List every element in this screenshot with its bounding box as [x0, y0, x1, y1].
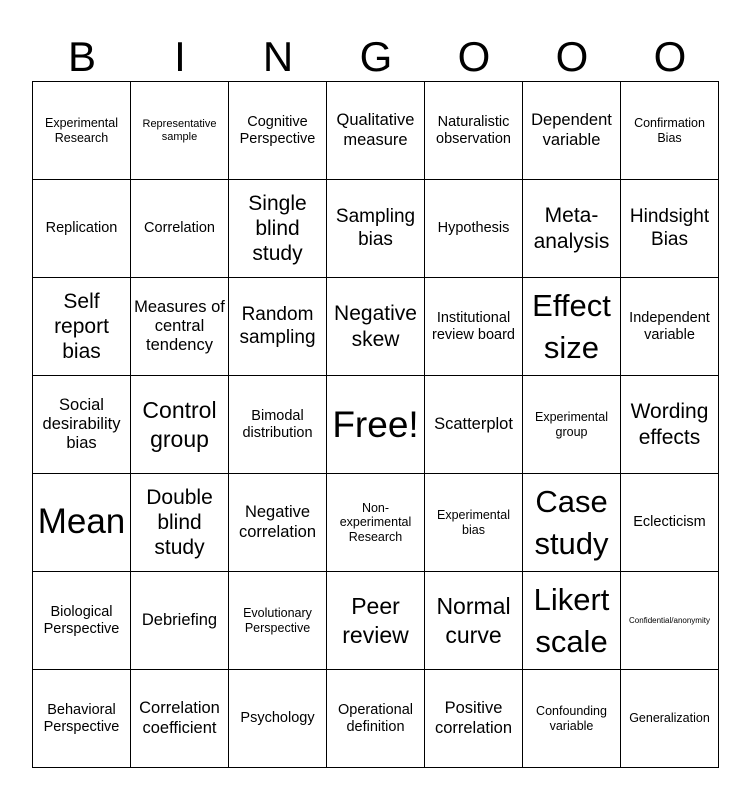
- header-letter: N: [262, 33, 294, 80]
- bingo-cell[interactable]: [523, 180, 621, 278]
- bingo-cell[interactable]: [621, 180, 719, 278]
- header-letter: G: [359, 33, 393, 80]
- cell-label: Bimodal distribution: [242, 407, 313, 441]
- cell-label: Behavioral Perspective: [43, 701, 120, 735]
- bingo-board: [32, 81, 719, 768]
- cell-label: Normal curve: [436, 592, 511, 648]
- cell-label: Psychology: [240, 710, 315, 727]
- bingo-cell[interactable]: [621, 278, 719, 376]
- bingo-cell[interactable]: [131, 474, 229, 572]
- bingo-cell[interactable]: [229, 278, 327, 376]
- bingo-cell[interactable]: [33, 278, 131, 376]
- bingo-cell[interactable]: [621, 474, 719, 572]
- cell-label: Correlation: [144, 220, 215, 237]
- bingo-cell[interactable]: [621, 376, 719, 474]
- bingo-cell[interactable]: [33, 670, 131, 768]
- cell-label: Operational definition: [338, 701, 413, 735]
- bingo-cell[interactable]: [425, 474, 523, 572]
- bingo-cell[interactable]: [229, 474, 327, 572]
- free-space-cell[interactable]: [327, 376, 425, 474]
- bingo-cell[interactable]: [523, 572, 621, 670]
- cell-label: Wording effects: [630, 400, 709, 449]
- cell-label: Replication: [45, 220, 118, 237]
- bingo-cell[interactable]: [523, 376, 621, 474]
- cell-label: Negative skew: [334, 302, 417, 351]
- cell-label: Independent variable: [629, 309, 710, 343]
- bingo-cell[interactable]: [229, 670, 327, 768]
- bingo-cell[interactable]: [621, 572, 719, 670]
- cell-label: Positive correlation: [434, 699, 513, 737]
- cell-label: Social desirability bias: [42, 395, 121, 453]
- cell-label: Random sampling: [239, 304, 316, 348]
- cell-label: Representative sample: [142, 117, 217, 143]
- bingo-cell[interactable]: [229, 180, 327, 278]
- cell-label: Self report bias: [54, 289, 109, 364]
- bingo-cell[interactable]: [327, 180, 425, 278]
- cell-label: Negative correlation: [238, 503, 317, 541]
- cell-label: Single blind study: [248, 191, 307, 266]
- bingo-cell[interactable]: [131, 82, 229, 180]
- bingo-cell[interactable]: [425, 670, 523, 768]
- cell-label: Biological Perspective: [43, 603, 120, 637]
- cell-label: Effect size: [532, 287, 611, 365]
- bingo-cell[interactable]: [131, 670, 229, 768]
- cell-label: Control group: [142, 396, 217, 452]
- bingo-cell[interactable]: [131, 180, 229, 278]
- bingo-cell[interactable]: [621, 82, 719, 180]
- cell-label: Naturalistic observation: [436, 113, 511, 147]
- bingo-cell[interactable]: [33, 376, 131, 474]
- cell-label: Cognitive Perspective: [239, 113, 316, 147]
- cell-label: Institutional review board: [431, 309, 515, 343]
- cell-label: Case study: [534, 483, 609, 561]
- cell-label: Correlation coefficient: [139, 699, 220, 737]
- cell-label: Dependent variable: [531, 111, 612, 149]
- header-letter: I: [174, 33, 186, 80]
- cell-label: Hindsight Bias: [629, 206, 710, 250]
- cell-label: Evolutionary Perspective: [243, 605, 312, 635]
- bingo-cell[interactable]: [327, 278, 425, 376]
- bingo-cell[interactable]: [425, 180, 523, 278]
- cell-label: Sampling bias: [335, 206, 416, 250]
- cell-label: Meta-analysis: [533, 204, 610, 253]
- bingo-cell[interactable]: [425, 278, 523, 376]
- bingo-cell[interactable]: [327, 474, 425, 572]
- cell-label: Experimental group: [535, 409, 608, 439]
- cell-label: Double blind study: [146, 485, 213, 560]
- cell-label: Likert scale: [533, 581, 610, 659]
- bingo-cell[interactable]: [229, 376, 327, 474]
- bingo-cell[interactable]: [425, 82, 523, 180]
- cell-label: Non-experimental Research: [339, 500, 412, 544]
- bingo-cell[interactable]: [523, 474, 621, 572]
- cell-label: Experimental Research: [45, 115, 118, 145]
- cell-label: Scatterplot: [434, 414, 513, 433]
- bingo-cell[interactable]: [131, 278, 229, 376]
- cell-label: Debriefing: [141, 610, 218, 629]
- bingo-cell[interactable]: [621, 670, 719, 768]
- bingo-cell[interactable]: [425, 376, 523, 474]
- cell-label: Hypothesis: [437, 220, 510, 237]
- cell-label: Experimental bias: [437, 507, 510, 537]
- header-letter: B: [67, 33, 96, 80]
- bingo-cell[interactable]: [523, 670, 621, 768]
- header-letter: O: [653, 33, 687, 80]
- bingo-cell[interactable]: [131, 376, 229, 474]
- bingo-cell[interactable]: [33, 82, 131, 180]
- bingo-cell[interactable]: [327, 82, 425, 180]
- cell-label: Confidential/anonymity: [629, 615, 710, 625]
- bingo-cell[interactable]: [229, 572, 327, 670]
- cell-label: Mean: [37, 502, 126, 542]
- cell-label: Qualitative measure: [336, 111, 415, 149]
- bingo-cell[interactable]: [523, 278, 621, 376]
- cell-label: Free!: [332, 403, 419, 445]
- bingo-cell[interactable]: [33, 180, 131, 278]
- bingo-cell[interactable]: [229, 82, 327, 180]
- bingo-cell[interactable]: [33, 572, 131, 670]
- bingo-header: [33, 32, 719, 82]
- cell-label: Peer review: [342, 592, 409, 648]
- cell-label: Measures of central tendency: [134, 297, 225, 355]
- cell-label: Generalization: [629, 711, 710, 726]
- bingo-cell[interactable]: [131, 572, 229, 670]
- bingo-cell[interactable]: [523, 82, 621, 180]
- header-letter: O: [457, 33, 491, 80]
- cell-label: Eclecticism: [633, 514, 706, 531]
- header-letter: O: [555, 33, 589, 80]
- bingo-cell[interactable]: [327, 670, 425, 768]
- bingo-cell[interactable]: [425, 572, 523, 670]
- bingo-cell[interactable]: [33, 474, 131, 572]
- bingo-cell[interactable]: [327, 572, 425, 670]
- cell-label: Confirmation Bias: [634, 115, 705, 145]
- cell-label: Confounding variable: [536, 703, 607, 733]
